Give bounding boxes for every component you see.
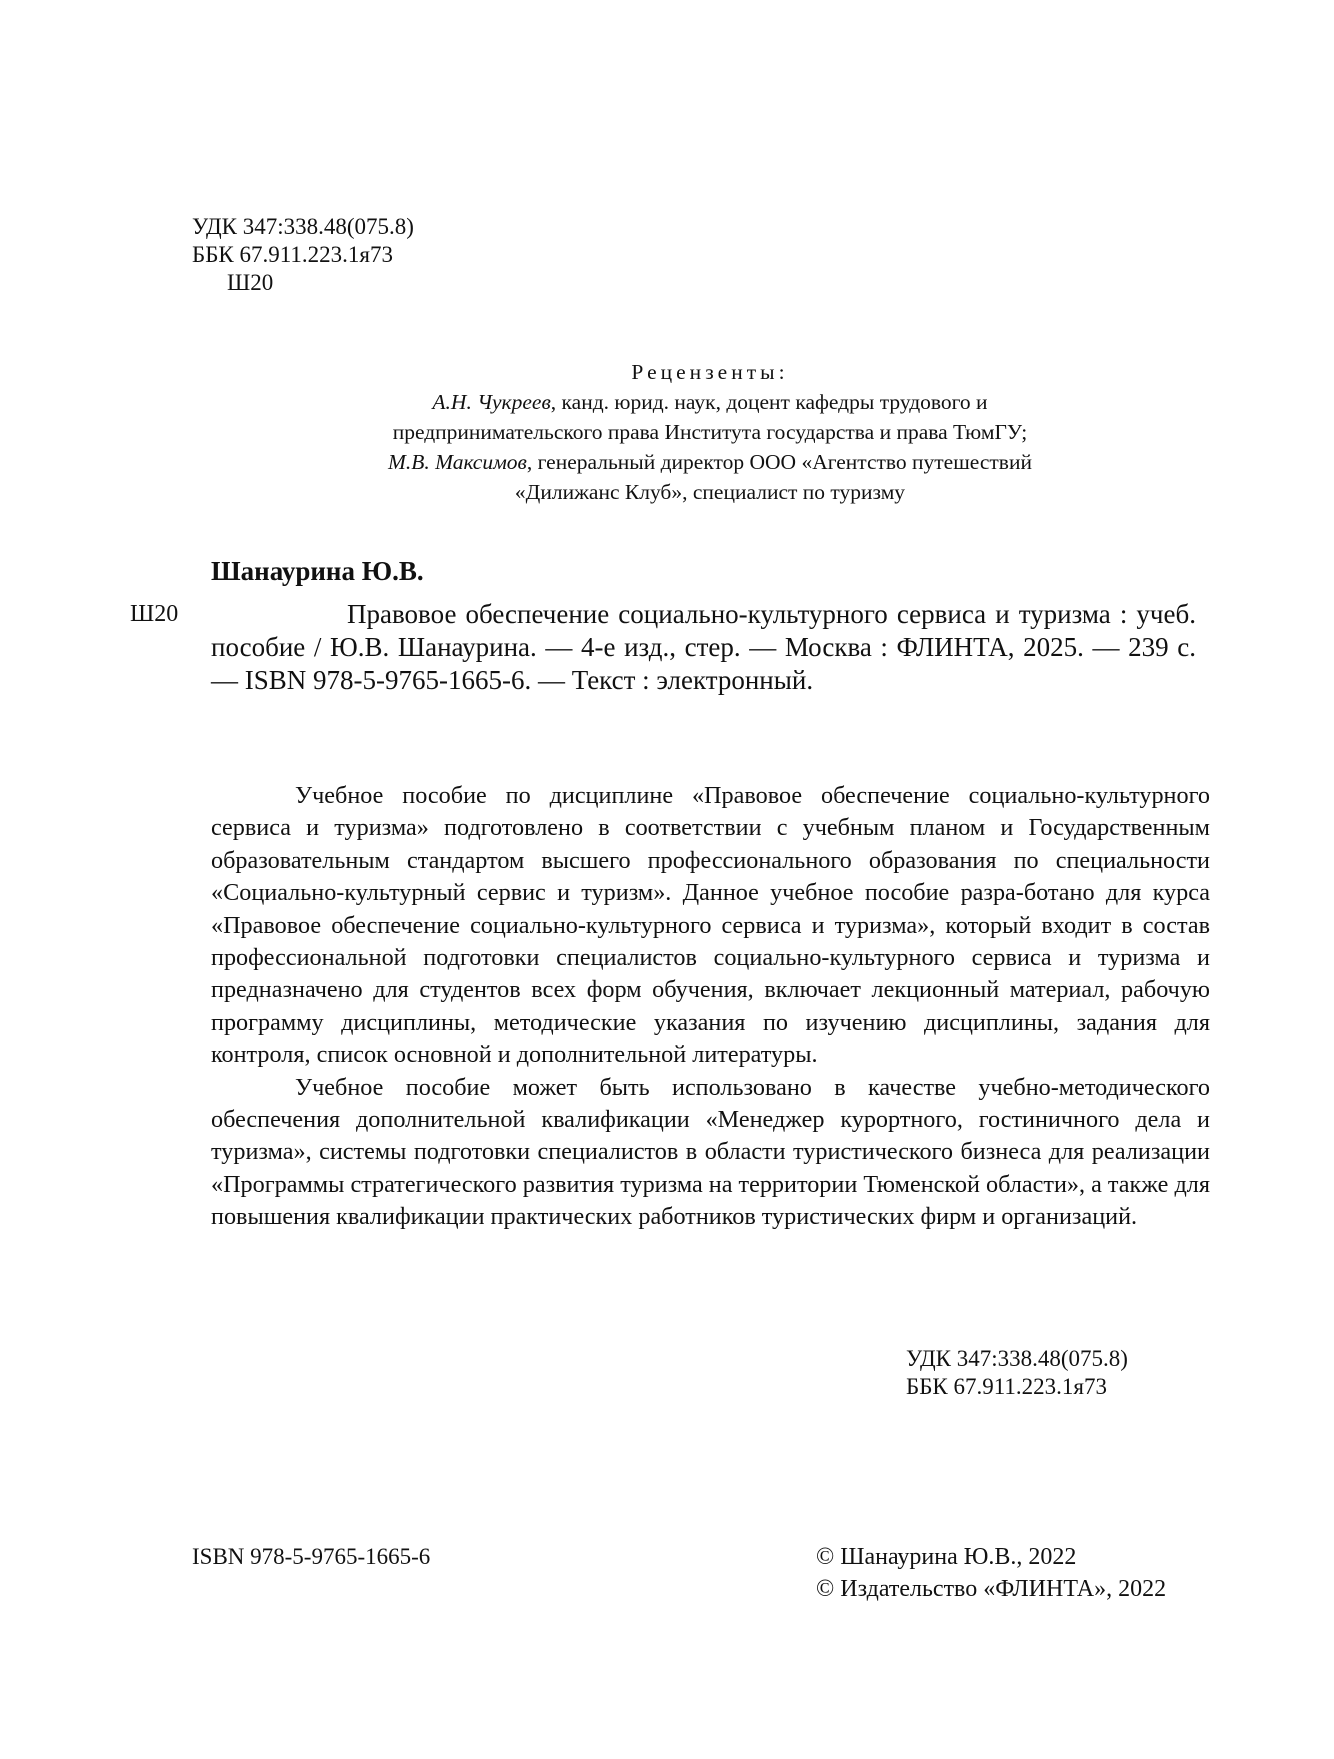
reviewers-block <box>280 357 1140 507</box>
footer-udk: УДК 347:338.48(075.8) <box>906 1346 1128 1371</box>
reviewer-1 <box>280 387 1140 417</box>
reviewer-2-affiliation: «Дилижанс Клуб», специалист по туризму <box>514 480 906 504</box>
udk-code: УДК 347:338.48(075.8) <box>192 214 414 239</box>
record-author-mark: Ш20 <box>130 601 179 627</box>
record-author: Шанаурина Ю.В. <box>211 556 424 586</box>
author-mark: Ш20 <box>227 270 274 295</box>
reviewer-2-name: М.В. Максимов <box>388 450 527 474</box>
abstract <box>211 780 1210 1234</box>
classification-codes <box>192 213 414 297</box>
bbk-code: ББК 67.911.223.1я73 <box>192 242 393 267</box>
copyright-block <box>816 1541 1166 1605</box>
isbn: ISBN 978-5-9765-1665-6 <box>192 1544 431 1569</box>
abstract-paragraph-2: Учебное пособие может быть использовано в качестве учебно-методического обеспечения дополнительной квалификации «Менеджер курортного, гостиничного дела и туризма», системы подготовки специалистов в области туристического бизнеса для реализации «Программы стратегического развития туризма на территории Тюменской области», а также для повышения квалификации практических работников туристических фирм и организаций. <box>211 1073 1210 1231</box>
copyright-publisher: © Издательство «ФЛИНТА», 2022 <box>816 1576 1167 1602</box>
footer-bbk: ББК 67.911.223.1я73 <box>906 1374 1107 1399</box>
reviewer-1-info: , канд. юрид. наук, доцент кафедры трудового и <box>550 390 988 414</box>
reviewer-2 <box>280 447 1140 477</box>
reviewer-1-affiliation: предпринимательского права Института государства и права ТюмГУ; <box>392 420 1028 444</box>
abstract-paragraph-1: Учебное пособие по дисциплине «Правовое обеспечение социально-культурного сервиса и туризма» подготовлено в соответствии с учебным планом и Государственным образовательным стандартом высшего профессионального образования по специальности «Социально-культурный сервис и туризм». Данное учебное пособие разра-ботано для курса «Правовое обеспечение социально-культурного сервиса и туризма», который входит в состав профессиональной подготовки специалистов социально-культурного сервиса и туризма и предназначено для студентов всех форм обучения, включает лекционный материал, рабочую программу дисциплины, методические указания по изучению дисциплины, задания для контроля, список основной и дополнительной литературы. <box>211 782 1210 1069</box>
reviewer-1-name: А.Н. Чукреев <box>432 390 551 414</box>
copyright-author: © Шанаурина Ю.В., 2022 <box>816 1544 1077 1570</box>
reviewer-2-info: , генеральный директор ООО «Агентство путешествий <box>526 450 1032 474</box>
bibliographic-description: Правовое обеспечение социально-культурного сервиса и туризма : учеб. пособие / Ю.В. Шанаурина. — 4-е изд., стер. — Москва : ФЛИНТА, 2025. — 239 с. — ISBN 978-5-9765-1665-6. — Текст : электронный. <box>211 599 1196 695</box>
reviewers-title: Рецензенты: <box>631 360 789 384</box>
footer-classification <box>906 1345 1128 1401</box>
